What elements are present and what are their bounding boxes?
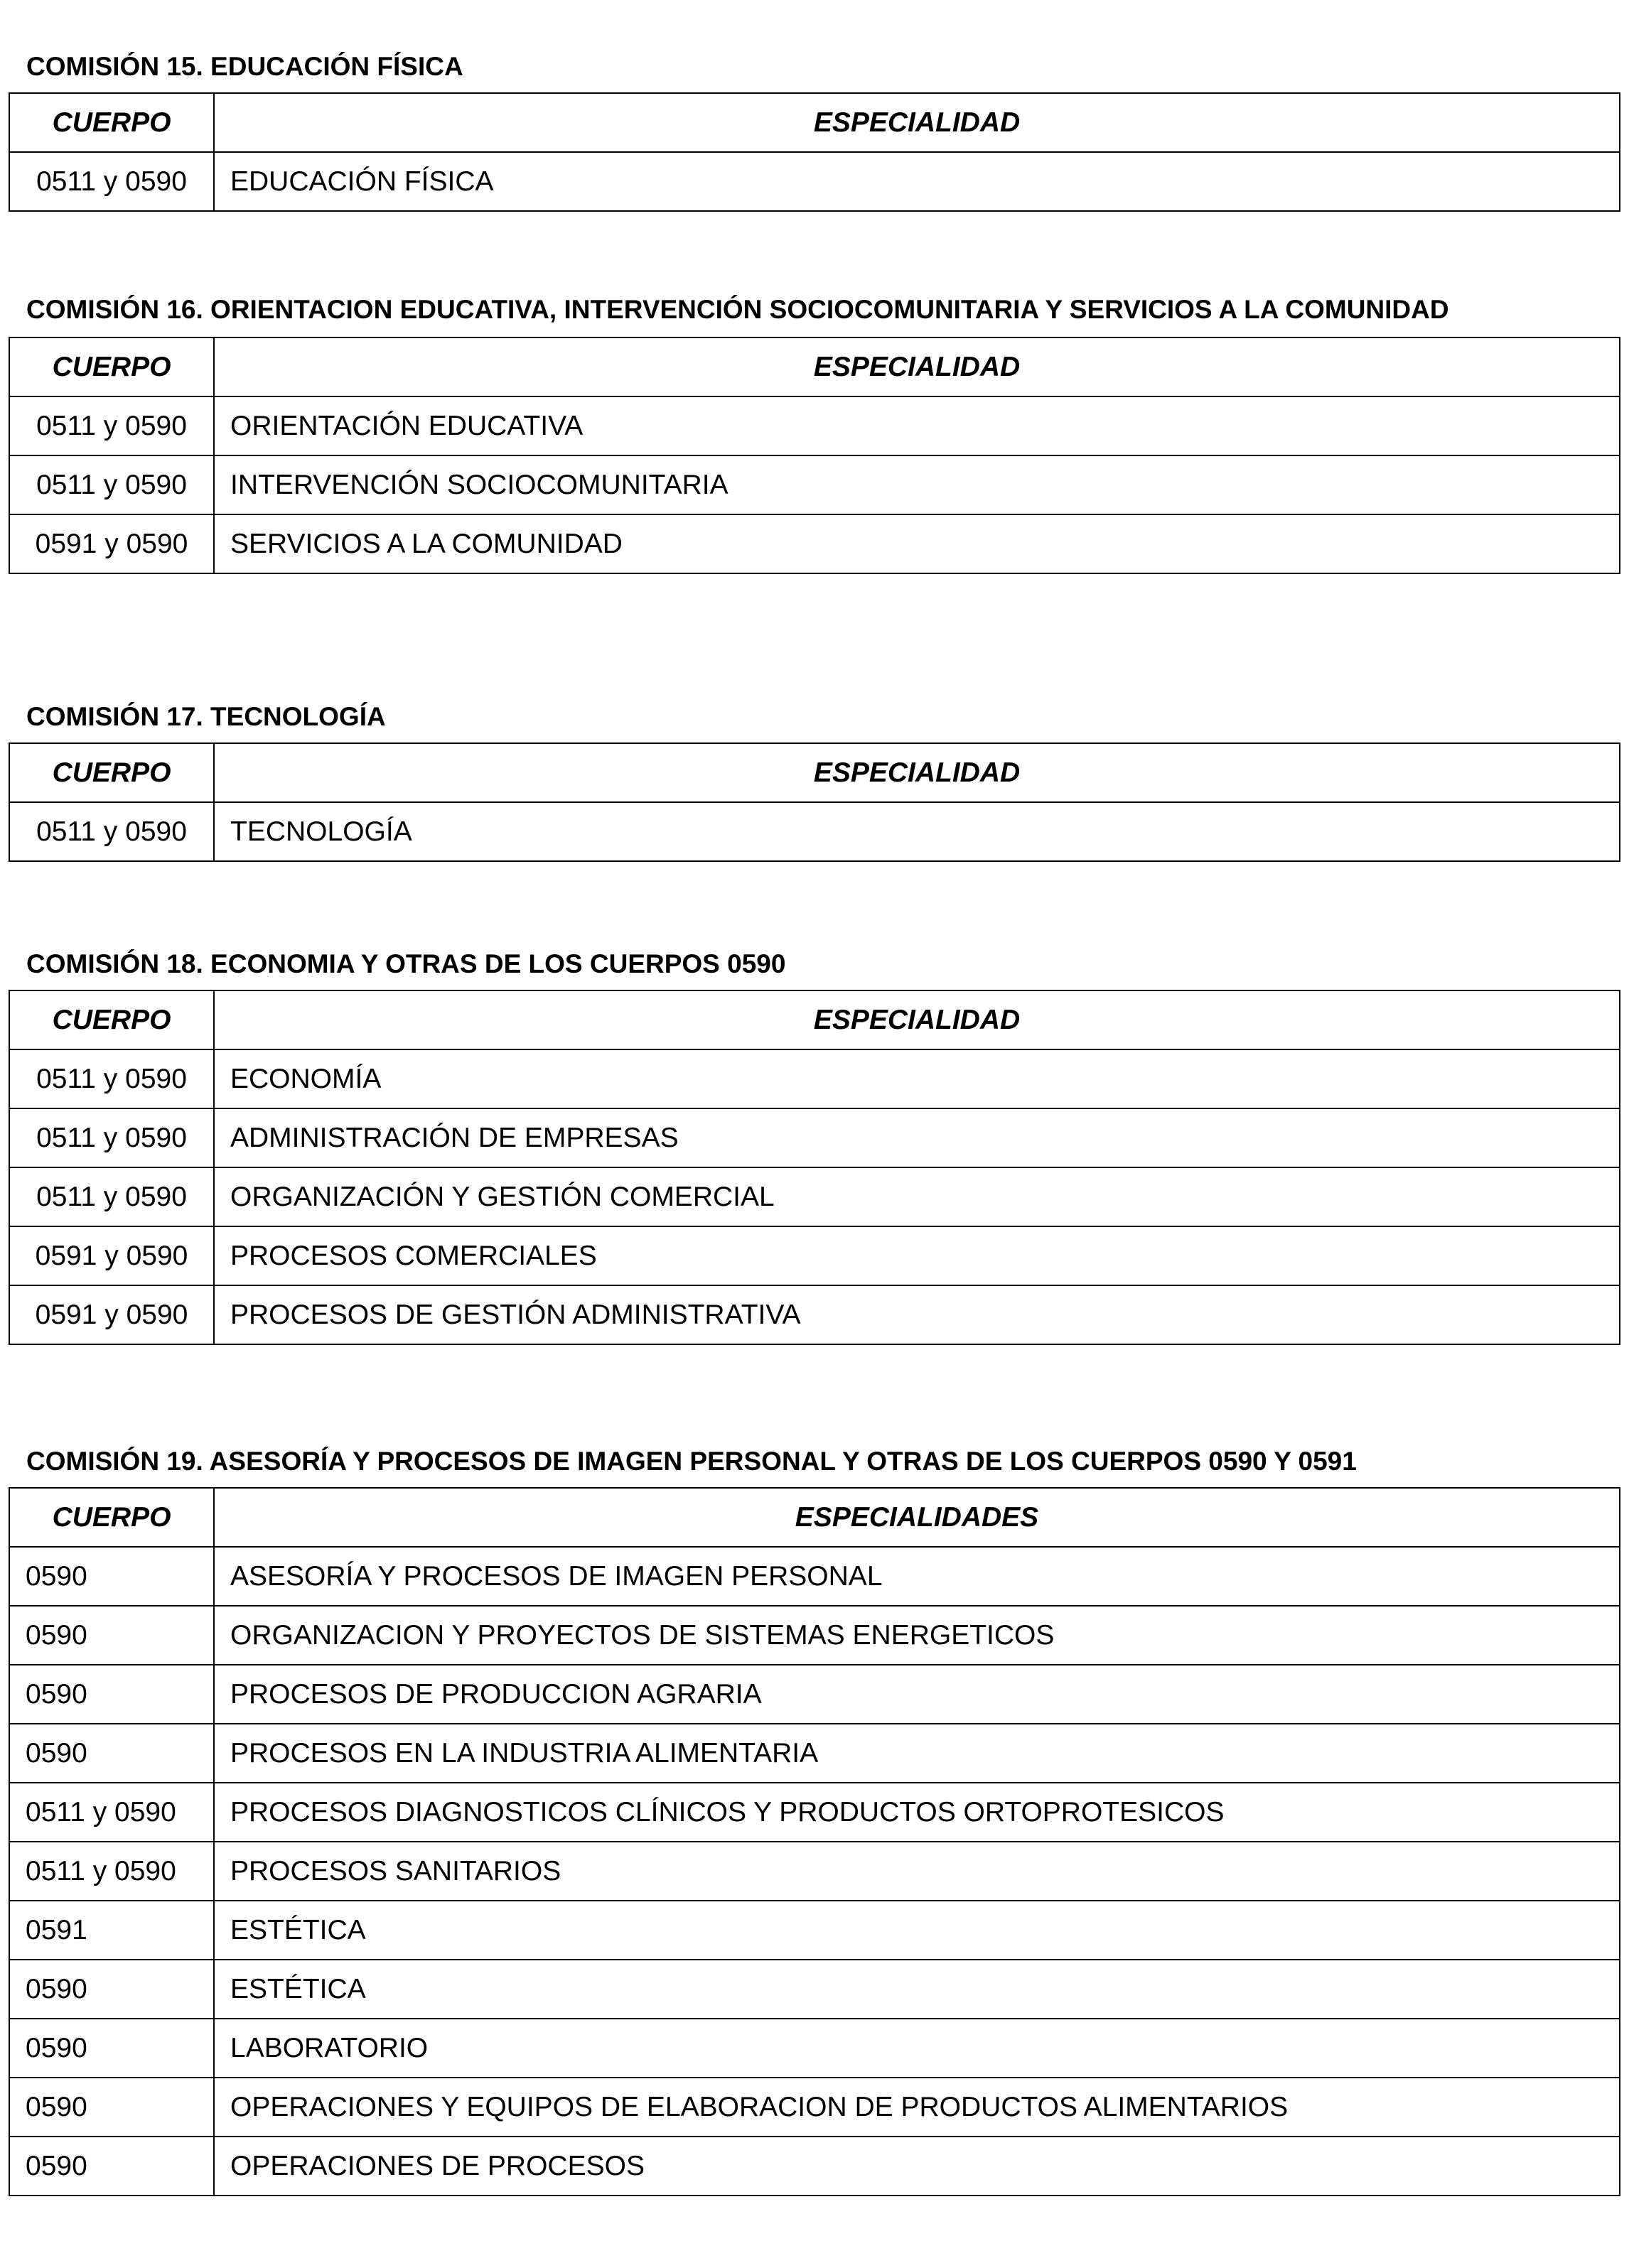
- commission-16-section: [9, 293, 1620, 574]
- header-cuerpo: CUERPO: [9, 743, 214, 802]
- cuerpo-cell: 0591 y 0590: [9, 1285, 214, 1344]
- cuerpo-cell: 0511 y 0590: [9, 1049, 214, 1108]
- header-cuerpo: CUERPO: [9, 990, 214, 1049]
- commission-15-section: [9, 50, 1620, 212]
- table-row: [9, 2019, 1620, 2078]
- commission-17-section: [9, 700, 1620, 862]
- especialidad-cell: PROCESOS SANITARIOS: [214, 1842, 1620, 1901]
- commission-15-table: [9, 92, 1620, 212]
- cuerpo-cell: 0590: [9, 1606, 214, 1665]
- cuerpo-cell: 0591: [9, 1901, 214, 1960]
- commission-19-table: [9, 1487, 1620, 2196]
- cuerpo-cell: 0590: [9, 1665, 214, 1724]
- table-row: [9, 1842, 1620, 1901]
- header-especialidad: ESPECIALIDAD: [214, 743, 1620, 802]
- especialidad-cell: PROCESOS COMERCIALES: [214, 1226, 1620, 1285]
- commission-17-table: [9, 742, 1620, 862]
- cuerpo-cell: 0511 y 0590: [9, 802, 214, 861]
- table-row: [9, 1547, 1620, 1606]
- header-especialidades: ESPECIALIDADES: [214, 1488, 1620, 1547]
- table-header-row: [9, 338, 1620, 396]
- especialidad-cell: ECONOMÍA: [214, 1049, 1620, 1108]
- commission-16-table: [9, 337, 1620, 574]
- especialidad-cell: ESTÉTICA: [214, 1960, 1620, 2019]
- especialidad-cell: PROCESOS DE PRODUCCION AGRARIA: [214, 1665, 1620, 1724]
- table-row: [9, 1960, 1620, 2019]
- especialidad-cell: PROCESOS DIAGNOSTICOS CLÍNICOS Y PRODUCTOS ORTOPROTESICOS: [214, 1783, 1620, 1842]
- table-row: [9, 1665, 1620, 1724]
- table-row: [9, 455, 1620, 514]
- header-especialidad: ESPECIALIDAD: [214, 93, 1620, 152]
- table-row: [9, 396, 1620, 455]
- table-header-row: [9, 990, 1620, 1049]
- especialidad-cell: INTERVENCIÓN SOCIOCOMUNITARIA: [214, 455, 1620, 514]
- especialidad-cell: ASESORÍA Y PROCESOS DE IMAGEN PERSONAL: [214, 1547, 1620, 1606]
- header-cuerpo: CUERPO: [9, 338, 214, 396]
- table-header-row: [9, 743, 1620, 802]
- cuerpo-cell: 0511 y 0590: [9, 1783, 214, 1842]
- especialidad-cell: OPERACIONES Y EQUIPOS DE ELABORACION DE PRODUCTOS ALIMENTARIOS: [214, 2078, 1620, 2137]
- table-header-row: [9, 93, 1620, 152]
- especialidad-cell: EDUCACIÓN FÍSICA: [214, 152, 1620, 211]
- especialidad-cell: LABORATORIO: [214, 2019, 1620, 2078]
- commission-16-title: COMISIÓN 16. ORIENTACION EDUCATIVA, INTERVENCIÓN SOCIOCOMUNITARIA Y SERVICIOS A LA COMUNIDAD: [26, 295, 1449, 324]
- cuerpo-cell: 0511 y 0590: [9, 1842, 214, 1901]
- cuerpo-cell: 0511 y 0590: [9, 396, 214, 455]
- cuerpo-cell: 0511 y 0590: [9, 455, 214, 514]
- table-row: [9, 514, 1620, 573]
- table-row: [9, 1049, 1620, 1108]
- table-row: [9, 2137, 1620, 2196]
- cuerpo-cell: 0591 y 0590: [9, 514, 214, 573]
- cuerpo-cell: 0590: [9, 1547, 214, 1606]
- header-especialidad: ESPECIALIDAD: [214, 338, 1620, 396]
- table-row: [9, 1285, 1620, 1344]
- cuerpo-cell: 0591 y 0590: [9, 1226, 214, 1285]
- especialidad-cell: PROCESOS EN LA INDUSTRIA ALIMENTARIA: [214, 1724, 1620, 1783]
- table-row: [9, 1108, 1620, 1167]
- table-row: [9, 1226, 1620, 1285]
- header-cuerpo: CUERPO: [9, 93, 214, 152]
- commission-18-section: [9, 947, 1620, 1345]
- especialidad-cell: ESTÉTICA: [214, 1901, 1620, 1960]
- especialidad-cell: SERVICIOS A LA COMUNIDAD: [214, 514, 1620, 573]
- header-especialidad: ESPECIALIDAD: [214, 990, 1620, 1049]
- table-row: [9, 1783, 1620, 1842]
- table-row: [9, 1167, 1620, 1226]
- cuerpo-cell: 0590: [9, 2078, 214, 2137]
- especialidad-cell: ORGANIZACION Y PROYECTOS DE SISTEMAS ENERGETICOS: [214, 1606, 1620, 1665]
- table-row: [9, 2078, 1620, 2137]
- especialidad-cell: TECNOLOGÍA: [214, 802, 1620, 861]
- cuerpo-cell: 0590: [9, 1724, 214, 1783]
- commission-19-section: [9, 1444, 1620, 2196]
- especialidad-cell: ADMINISTRACIÓN DE EMPRESAS: [214, 1108, 1620, 1167]
- table-row: [9, 802, 1620, 861]
- commission-19-title: COMISIÓN 19. ASESORÍA Y PROCESOS DE IMAGEN PERSONAL Y OTRAS DE LOS CUERPOS 0590 Y 0591: [26, 1447, 1357, 1476]
- commission-15-title: COMISIÓN 15. EDUCACIÓN FÍSICA: [26, 52, 463, 81]
- table-row: [9, 152, 1620, 211]
- table-row: [9, 1606, 1620, 1665]
- header-cuerpo: CUERPO: [9, 1488, 214, 1547]
- cuerpo-cell: 0590: [9, 1960, 214, 2019]
- especialidad-cell: ORIENTACIÓN EDUCATIVA: [214, 396, 1620, 455]
- commission-18-title: COMISIÓN 18. ECONOMIA Y OTRAS DE LOS CUERPOS 0590: [26, 949, 786, 978]
- cuerpo-cell: 0590: [9, 2019, 214, 2078]
- cuerpo-cell: 0511 y 0590: [9, 1108, 214, 1167]
- especialidad-cell: PROCESOS DE GESTIÓN ADMINISTRATIVA: [214, 1285, 1620, 1344]
- commission-17-title: COMISIÓN 17. TECNOLOGÍA: [26, 702, 386, 731]
- especialidad-cell: ORGANIZACIÓN Y GESTIÓN COMERCIAL: [214, 1167, 1620, 1226]
- cuerpo-cell: 0511 y 0590: [9, 1167, 214, 1226]
- cuerpo-cell: 0590: [9, 2137, 214, 2196]
- cuerpo-cell: 0511 y 0590: [9, 152, 214, 211]
- commission-18-table: [9, 990, 1620, 1345]
- table-header-row: [9, 1488, 1620, 1547]
- table-row: [9, 1901, 1620, 1960]
- table-row: [9, 1724, 1620, 1783]
- especialidad-cell: OPERACIONES DE PROCESOS: [214, 2137, 1620, 2196]
